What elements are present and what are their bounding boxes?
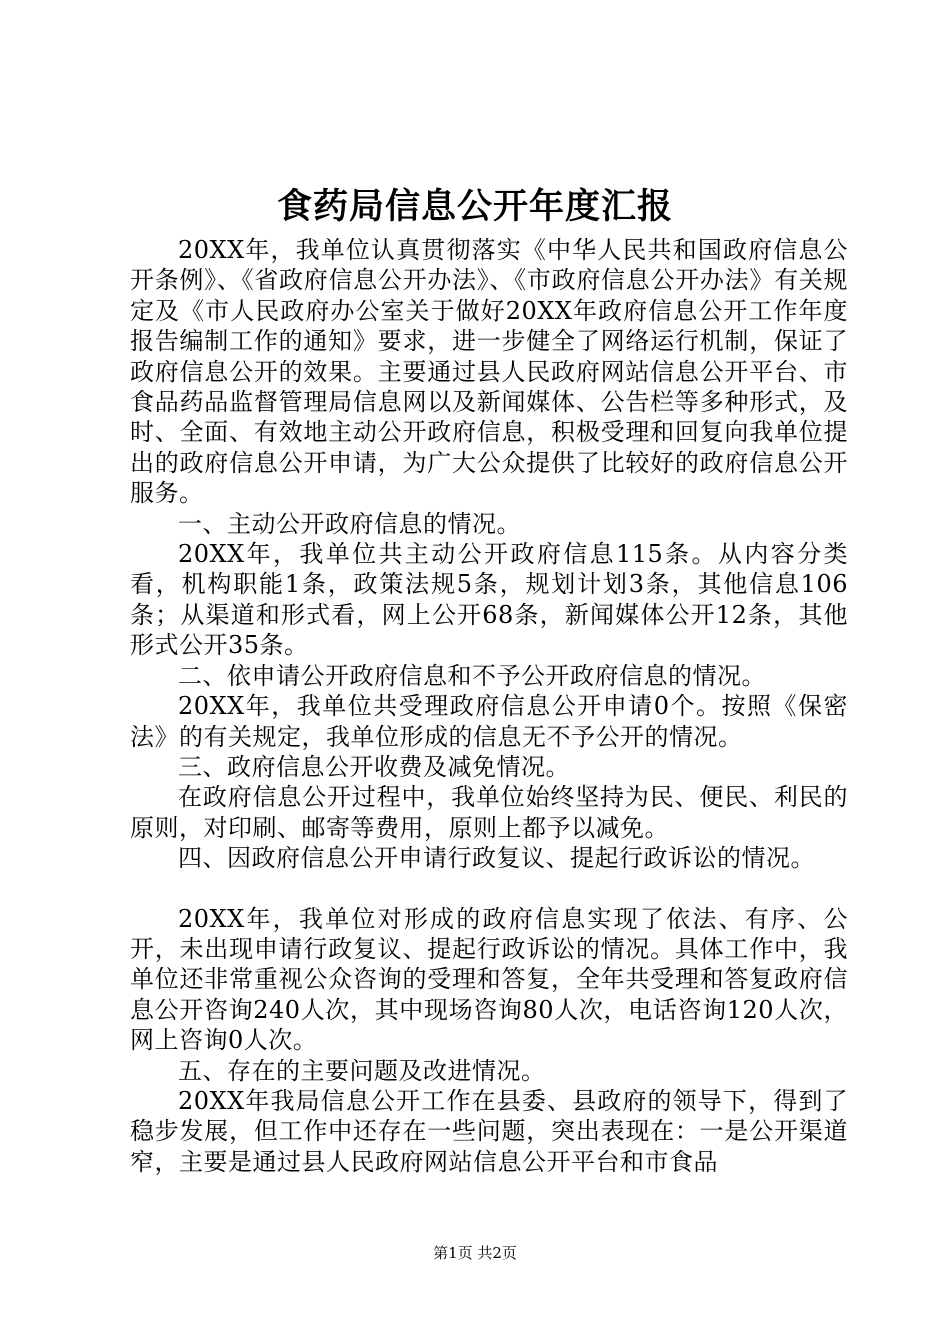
paragraph-section-5: 20XX年我局信息公开工作在县委、县政府的领导下，得到了稳步发展，但工作中还存在一些问题，突出表现在：一是公开渠道窄，主要是通过县人民政府网站信息公开平台和市食品	[130, 1086, 848, 1176]
paragraph-section-3: 在政府信息公开过程中，我单位始终坚持为民、便民、利民的原则，对印刷、邮寄等费用，原则上都予以减免。	[130, 783, 848, 842]
section-heading-4: 四、因政府信息公开申请行政复议、提起行政诉讼的情况。	[178, 844, 815, 873]
document-title: 食药局信息公开年度汇报	[276, 186, 673, 227]
paragraph-section-1: 20XX年，我单位共主动公开政府信息115条。从内容分类看，机构职能1条，政策法规5条，规划计划3条，其他信息106条；从渠道和形式看，网上公开68条，新闻媒体公开12条，其他形式公开35条。	[130, 540, 848, 660]
document-body	[130, 235, 848, 1177]
section-heading-5: 五、存在的主要问题及改进情况。	[178, 1056, 546, 1085]
page-number-footer: 第1页 共2页	[433, 1244, 517, 1262]
paragraph-section-2: 20XX年，我单位共受理政府信息公开申请0个。按照《保密法》的有关规定，我单位形成的信息无不予公开的情况。	[130, 692, 848, 751]
paragraph-section-4: 20XX年，我单位对形成的政府信息实现了依法、有序、公开，未出现申请行政复议、提起行政诉讼的情况。具体工作中，我单位还非常重视公众咨询的受理和答复，全年共受理和答复政府信息公开咨询240人次，其中现场咨询80人次，电话咨询120人次，网上咨询0人次。	[130, 904, 848, 1055]
paragraph-intro: 20XX年，我单位认真贯彻落实《中华人民共和国政府信息公开条例》、《省政府信息公开办法》、《市政府信息公开办法》有关规定及《市人民政府办公室关于做好20XX年政府信息公开工作年度报告编制工作的通知》要求，进一步健全了网络运行机制，保证了政府信息公开的效果。主要通过县人民政府网站信息公开平台、市食品药品监督管理局信息网以及新闻媒体、公告栏等多种形式，及时、全面、有效地主动公开政府信息，积极受理和回复向我单位提出的政府信息公开申请，为广大公众提供了比较好的政府信息公开服务。	[130, 236, 848, 508]
section-heading-1: 一、主动公开政府信息的情况。	[178, 509, 521, 538]
section-heading-2: 二、依申请公开政府信息和不予公开政府信息的情况。	[178, 661, 766, 690]
section-heading-3: 三、政府信息公开收费及减免情况。	[178, 752, 570, 781]
